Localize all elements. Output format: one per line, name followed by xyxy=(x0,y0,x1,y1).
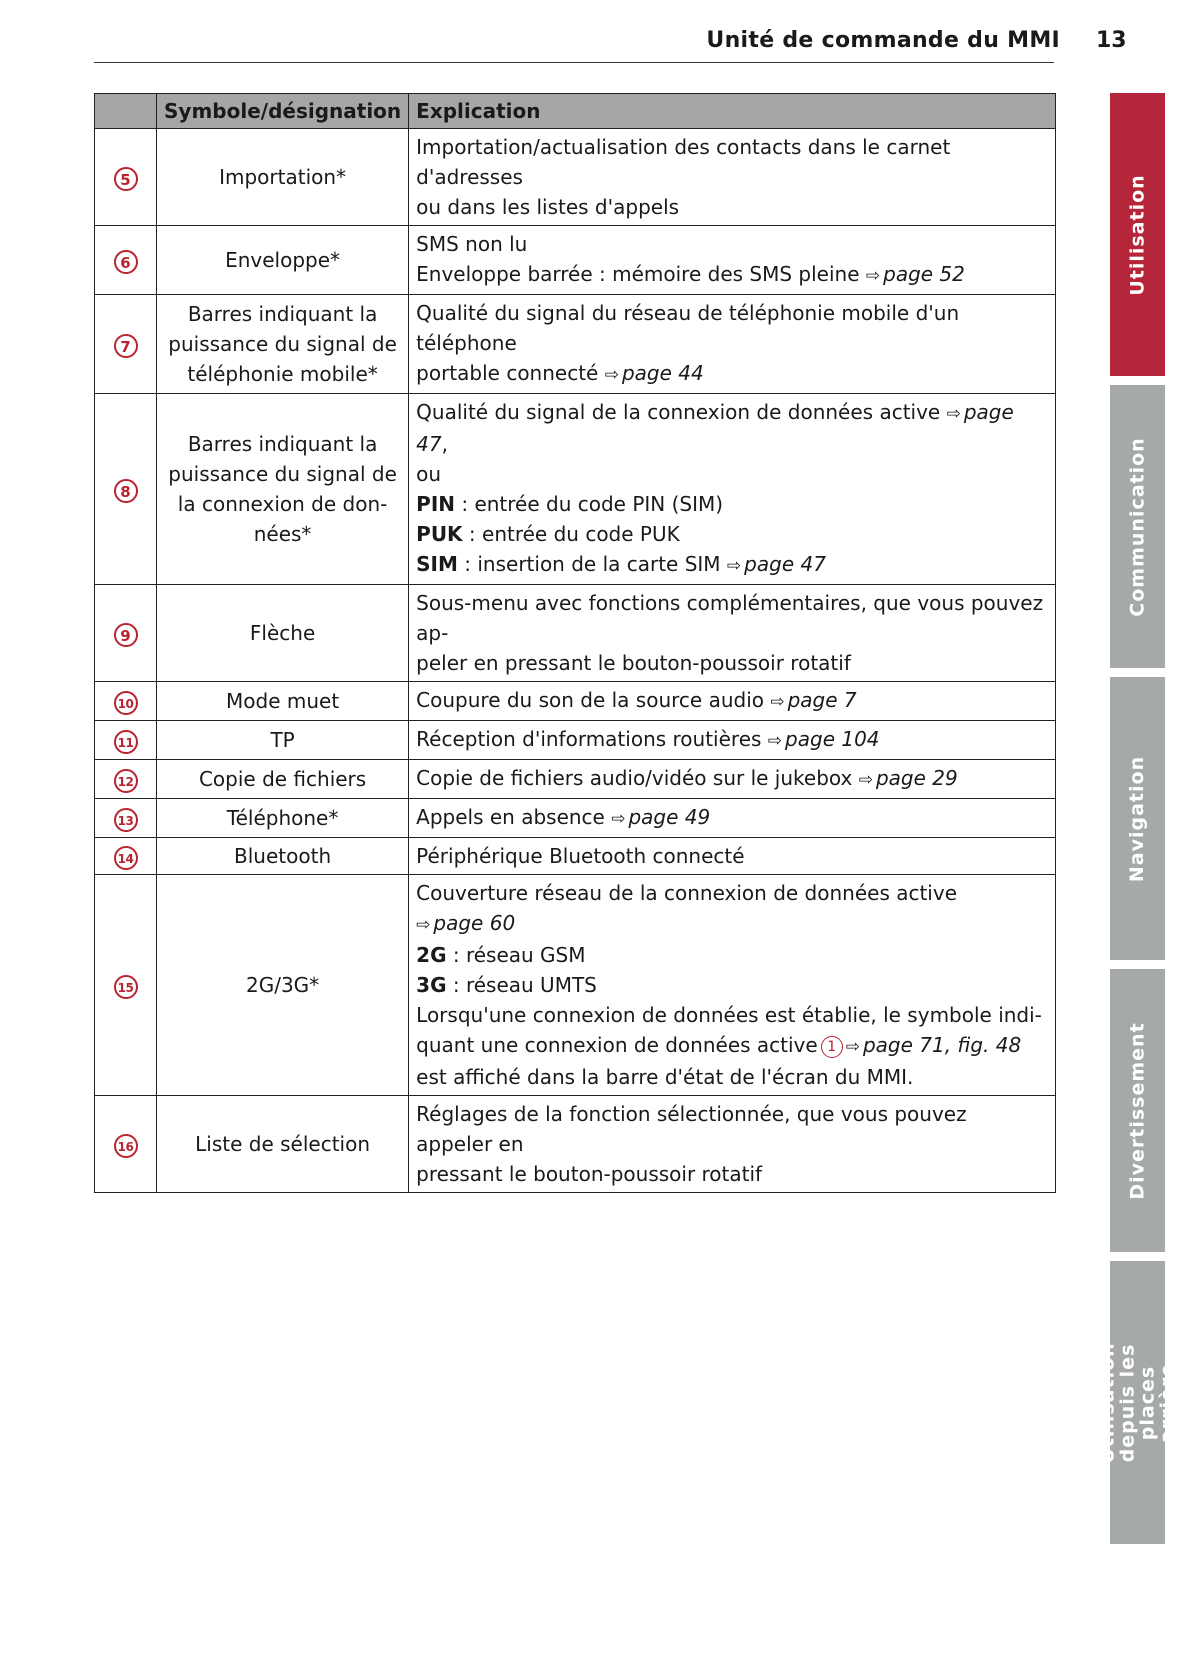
callout-number-icon: 15 xyxy=(114,975,138,999)
table-row xyxy=(95,682,1056,721)
explanation-line: Importation/actualisation des contacts dans le carnet d'adresses xyxy=(416,135,951,189)
row-symbol: Enveloppe* xyxy=(157,226,409,295)
table-row xyxy=(95,129,1056,226)
explanation-line: Qualité du signal de la connexion de données active ⇨ page 47, xyxy=(416,400,1014,456)
explanation-line: ou xyxy=(416,462,442,486)
callout-number-icon: 9 xyxy=(114,623,138,647)
callout-number-icon: 1 xyxy=(821,1036,843,1058)
row-explanation xyxy=(409,875,1056,1096)
table-row xyxy=(95,295,1056,394)
row-explanation xyxy=(409,585,1056,682)
arrow-right-icon: ⇨ xyxy=(767,731,783,751)
tab-label: Divertissement xyxy=(1126,1021,1149,1200)
row-explanation xyxy=(409,1096,1056,1193)
explanation-line: Couverture réseau de la connexion de données active xyxy=(416,881,958,905)
arrow-right-icon: ⇨ xyxy=(845,1037,860,1057)
row-number xyxy=(95,799,157,838)
explanation-line: peler en pressant le bouton-poussoir rotatif xyxy=(416,651,851,675)
table-row xyxy=(95,1096,1056,1193)
table-row xyxy=(95,226,1056,295)
row-explanation xyxy=(409,721,1056,760)
page-reference-link[interactable]: ⇨ page 52 xyxy=(865,262,965,286)
arrow-right-icon: ⇨ xyxy=(604,365,619,385)
table-row xyxy=(95,721,1056,760)
arrow-right-icon: ⇨ xyxy=(611,809,626,829)
page-header-title: Unité de commande du MMI xyxy=(706,28,1060,53)
row-symbol: Barres indiquant la puissance du signal de téléphonie mobile* xyxy=(157,295,409,394)
tab-divertissement[interactable] xyxy=(1110,969,1165,1252)
page-reference-link[interactable]: ⇨ page 44 xyxy=(604,361,704,385)
row-number xyxy=(95,875,157,1096)
arrow-right-icon: ⇨ xyxy=(770,692,785,712)
arrow-right-icon: ⇨ xyxy=(865,266,881,286)
explanation-line: portable connecté ⇨ page 44 xyxy=(416,361,704,385)
explanation-line: quant une connexion de données active 1 ⇨ page 71, fig. 48 xyxy=(416,1033,1022,1057)
callout-number-icon: 5 xyxy=(114,167,138,191)
row-symbol: TP xyxy=(157,721,409,760)
row-symbol: Copie de fichiers xyxy=(157,760,409,799)
explanation-line: Réglages de la fonction sélectionnée, que vous pouvez appeler en xyxy=(416,1102,967,1156)
tab-label: Communication xyxy=(1126,436,1149,617)
callout-number-icon: 12 xyxy=(114,769,138,793)
callout-number-icon: 13 xyxy=(114,808,138,832)
tab-label: Utilisation xyxy=(1126,173,1149,296)
row-explanation xyxy=(409,394,1056,585)
row-symbol: Bluetooth xyxy=(157,838,409,875)
row-symbol: Importation* xyxy=(157,129,409,226)
row-number xyxy=(95,226,157,295)
row-symbol: Mode muet xyxy=(157,682,409,721)
row-explanation xyxy=(409,226,1056,295)
tab-label: Utilisation depuis les places arrière xyxy=(1096,1341,1179,1464)
column-header-explanation: Explication xyxy=(409,94,1056,129)
explanation-line: ou dans les listes d'appels xyxy=(416,195,680,219)
arrow-right-icon: ⇨ xyxy=(416,915,431,935)
row-explanation xyxy=(409,838,1056,875)
explanation-line: Qualité du signal du réseau de téléphonie mobile d'un téléphone xyxy=(416,301,960,355)
arrow-right-icon: ⇨ xyxy=(726,556,742,576)
callout-number-icon: 11 xyxy=(114,730,138,754)
symbols-table xyxy=(94,93,1056,1193)
explanation-line: Lorsqu'une connexion de données est établie, le symbole indi- xyxy=(416,1003,1042,1027)
explanation-line: Copie de fichiers audio/vidéo sur le jukebox ⇨ page 29 xyxy=(416,766,958,790)
page-reference-link[interactable]: ⇨ page 47 xyxy=(416,400,1014,456)
table-row xyxy=(95,394,1056,585)
explanation-item: SIM : insertion de la carte SIM ⇨ page 47 xyxy=(416,552,826,576)
row-number xyxy=(95,838,157,875)
tab-utilisation-places-arriere[interactable] xyxy=(1096,1261,1179,1544)
explanation-item: 2G : réseau GSM xyxy=(416,943,586,967)
callout-number-icon: 10 xyxy=(114,691,138,715)
row-explanation xyxy=(409,129,1056,226)
page-reference-link[interactable]: ⇨ page 29 xyxy=(858,766,958,790)
row-symbol: Téléphone* xyxy=(157,799,409,838)
header-rule xyxy=(94,62,1054,63)
explanation-line: Appels en absence ⇨ page 49 xyxy=(416,805,711,829)
tab-communication[interactable] xyxy=(1110,385,1165,668)
table-row xyxy=(95,838,1056,875)
explanation-line: Sous-menu avec fonctions complémentaires, que vous pouvez ap- xyxy=(416,591,1044,645)
row-number xyxy=(95,394,157,585)
page-reference-link[interactable]: ⇨ page 47 xyxy=(726,552,826,576)
explanation-line: Coupure du son de la source audio ⇨ page 7 xyxy=(416,688,857,712)
page-number: 13 xyxy=(1096,28,1127,53)
row-explanation xyxy=(409,295,1056,394)
arrow-right-icon: ⇨ xyxy=(858,770,873,790)
row-explanation xyxy=(409,682,1056,721)
row-explanation xyxy=(409,760,1056,799)
column-header-number xyxy=(95,94,157,129)
table-row xyxy=(95,585,1056,682)
explanation-line: Enveloppe barrée : mémoire des SMS pleine ⇨ page 52 xyxy=(416,262,965,286)
column-header-symbol: Symbole/désignation xyxy=(157,94,409,129)
page-reference-link[interactable]: ⇨ page 71, fig. 48 xyxy=(845,1033,1022,1057)
tab-navigation[interactable] xyxy=(1110,677,1165,960)
explanation-line xyxy=(416,908,1048,940)
explanation-line: Périphérique Bluetooth connecté xyxy=(416,844,745,868)
row-number xyxy=(95,1096,157,1193)
page-reference-link[interactable]: ⇨ page 49 xyxy=(611,805,711,829)
callout-number-icon: 6 xyxy=(114,250,138,274)
table-row xyxy=(95,875,1056,1096)
row-number xyxy=(95,760,157,799)
explanation-line: est affiché dans la barre d'état de l'écran du MMI. xyxy=(416,1065,914,1089)
tab-label: Navigation xyxy=(1126,755,1149,882)
row-symbol: Flèche xyxy=(157,585,409,682)
page-reference-link[interactable]: ⇨ page 60 xyxy=(416,911,516,935)
callout-number-icon: 8 xyxy=(114,479,138,503)
row-number xyxy=(95,295,157,394)
row-explanation xyxy=(409,799,1056,838)
explanation-item: PUK : entrée du code PUK xyxy=(416,522,680,546)
table-row xyxy=(95,760,1056,799)
arrow-right-icon: ⇨ xyxy=(946,404,961,424)
row-symbol: Barres indiquant la puissance du signal de la connexion de don-nées* xyxy=(157,394,409,585)
row-symbol: Liste de sélection xyxy=(157,1096,409,1193)
table-row xyxy=(95,799,1056,838)
explanation-line: pressant le bouton-poussoir rotatif xyxy=(416,1162,763,1186)
callout-number-icon: 16 xyxy=(114,1134,138,1158)
row-number xyxy=(95,129,157,226)
callout-number-icon: 7 xyxy=(114,334,138,358)
explanation-line: Réception d'informations routières ⇨ page 104 xyxy=(416,727,880,751)
row-symbol: 2G/3G* xyxy=(157,875,409,1096)
explanation-item: PIN : entrée du code PIN (SIM) xyxy=(416,492,724,516)
tab-utilisation[interactable] xyxy=(1110,93,1165,376)
page-reference-link[interactable]: ⇨ page 104 xyxy=(767,727,880,751)
explanation-item: 3G : réseau UMTS xyxy=(416,973,597,997)
explanation-line: SMS non lu xyxy=(416,232,528,256)
table-header-row xyxy=(95,94,1056,129)
row-number xyxy=(95,682,157,721)
callout-number-icon: 14 xyxy=(114,846,138,870)
row-number xyxy=(95,721,157,760)
page-reference-link[interactable]: ⇨ page 7 xyxy=(770,688,857,712)
row-number xyxy=(95,585,157,682)
